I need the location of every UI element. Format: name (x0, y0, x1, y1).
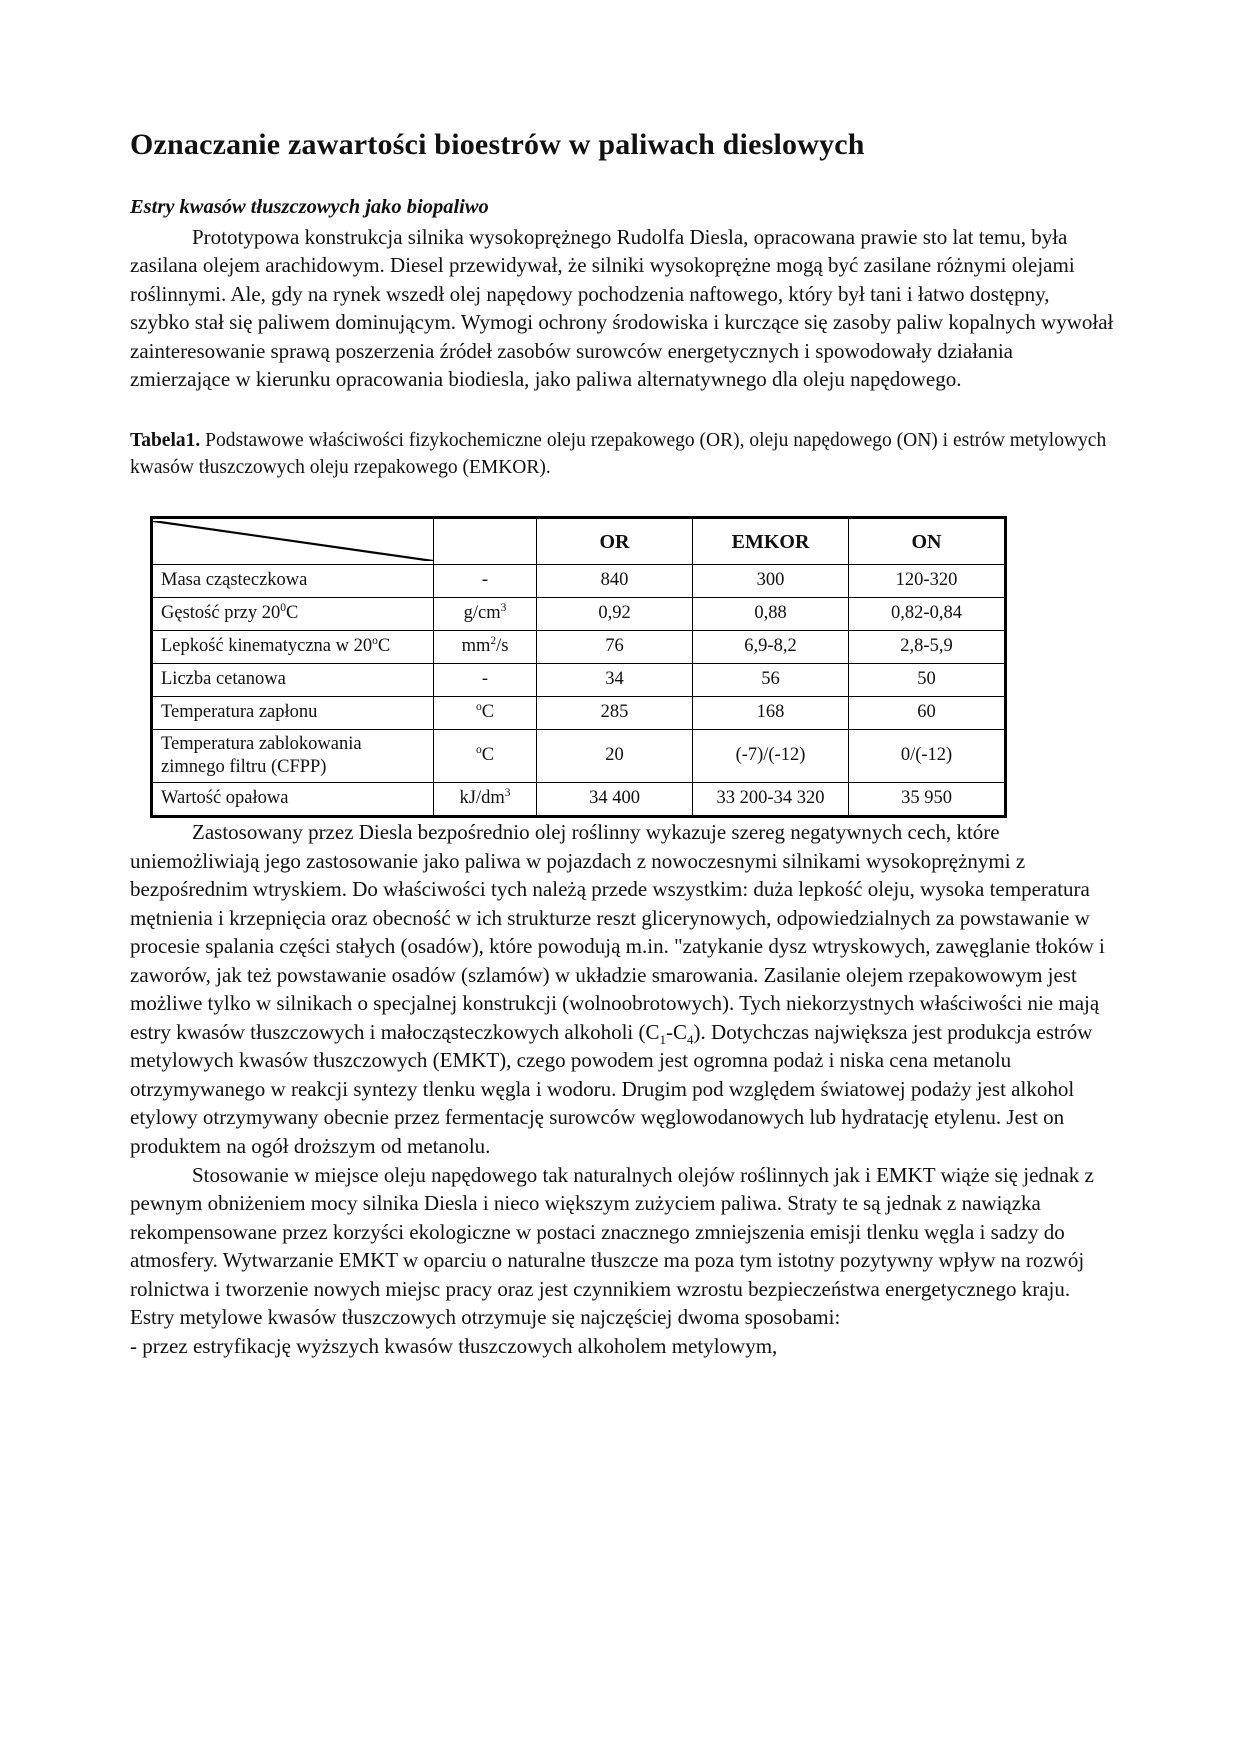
row-unit-text: g/cm (463, 603, 501, 624)
row-value-emkor: 6,9-8,2 (693, 630, 849, 663)
row-value-on: 2,8-5,9 (849, 630, 1006, 663)
row-label-superscript: o (372, 635, 378, 648)
header-or: OR (537, 517, 693, 564)
page-title: Oznaczanie zawartości bioestrów w paliwach dieslowych (130, 128, 865, 161)
table-header (152, 517, 1006, 564)
row-label: Temperatura zapłonu (152, 696, 434, 729)
paragraph-methods-intro: Estry metylowe kwasów tłuszczowych otrzymuje się najczęściej dwoma sposobami: (130, 1305, 841, 1330)
row-value-on: 60 (849, 696, 1006, 729)
table-header-row (152, 517, 1006, 564)
row-label: Masa cząsteczkowa (152, 564, 434, 597)
row-label-text: Gęstość przy 20 (161, 603, 281, 624)
paragraph-method-1: - przez estryfikację wyższych kwasów tłuszczowych alkoholem metylowym, (130, 1333, 778, 1358)
row-unit-tail: C (481, 745, 495, 766)
row-value-on: 0/(-12) (849, 729, 1006, 782)
row-unit (434, 696, 537, 729)
row-label-text: Lepkość kinematyczna w 20 (161, 636, 373, 657)
paragraph-usage: Stosowanie w miejsce oleju napędowego tak naturalnych olejów roślinnych jak i EMKT wiąże się jednak z pewnym obniżeniem mocy silnika Diesla i nieco większym zużyciem paliwa. Straty te są jednak z nawiązka rekompensowane przez korzyści ekologiczne w postaci znacznego zmniejszenia emisji tlenku węgla i sadzy do atmosfery. Wytwarzanie EMKT w oparciu o naturalne tłuszcze ma poza tym istotny pozytywny wpływ na rozwój rolnictwa i tworzenie nowych miejsc pracy oraz jest czynnikiem wzrostu bezpieczeństwa energetycznego kraju. (130, 1162, 1094, 1301)
header-emkor: EMKOR (693, 517, 849, 564)
subscript-c4: 4 (687, 1031, 694, 1047)
row-label: Temperatura zablokowania zimnego filtru (CFPP) (152, 729, 434, 782)
properties-table (150, 516, 1007, 818)
row-value-or: 285 (537, 696, 693, 729)
row-unit (434, 597, 537, 630)
row-value-or: 76 (537, 630, 693, 663)
properties-table-wrap (150, 516, 962, 818)
header-on: ON (849, 517, 1006, 564)
row-value-on: 0,82-0,84 (849, 597, 1006, 630)
table-body (152, 564, 1006, 816)
row-unit: - (434, 663, 537, 696)
paragraph-properties-mid: -C (666, 1019, 688, 1044)
row-unit (434, 782, 537, 816)
paragraph-properties (130, 818, 1114, 1161)
table-caption-label: Tabela1. (130, 429, 201, 451)
row-value-or: 34 (537, 663, 693, 696)
row-unit-superscript: 3 (504, 787, 511, 800)
row-unit-text: kJ/dm (459, 788, 505, 809)
paragraph-properties-part2: ). Dotychczas największa jest produkcja estrów metylowych kwasów tłuszczowych (EMKT), czego powodem jest ogromna podaż i niska cena metanolu otrzymywanego w reakcji syntezy tlenku węgla i wodoru. Drugim pod względem światowej podaży jest alkohol etylowy otrzymywany obecnie przez fermentację surowców węglowodanowych lub hydratację etylenu. Jest on produktem na ogół droższym od metanolu. (130, 1019, 1093, 1158)
table-caption-text: Podstawowe właściwości fizykochemiczne oleju rzepakowego (OR), oleju napędowego (ON) i estrów metylowych kwasów tłuszczowych oleju rzepakowego (EMKOR). (130, 429, 1107, 478)
table-row (152, 630, 1006, 663)
row-label (152, 630, 434, 663)
table-row (152, 729, 1006, 782)
row-value-emkor: 300 (693, 564, 849, 597)
row-value-on: 120-320 (849, 564, 1006, 597)
diagonal-divider-icon (153, 521, 433, 561)
row-value-or: 20 (537, 729, 693, 782)
row-unit-superscript: o (475, 701, 482, 714)
row-unit-superscript: 2 (490, 635, 497, 648)
header-unit (434, 517, 537, 564)
row-label (152, 597, 434, 630)
table-row (152, 597, 1006, 630)
row-value-emkor: 56 (693, 663, 849, 696)
row-value-emkor: (-7)/(-12) (693, 729, 849, 782)
row-unit-tail: C (481, 702, 495, 723)
row-unit-text: mm (461, 636, 491, 657)
row-unit-tail: /s (496, 636, 509, 657)
row-label-tail: C (285, 603, 299, 624)
row-label-tail: C (377, 636, 391, 657)
table-row (152, 564, 1006, 597)
row-value-emkor: 168 (693, 696, 849, 729)
section-heading: Estry kwasów tłuszczowych jako biopaliwo (130, 196, 489, 218)
row-label: Wartość opałowa (152, 782, 434, 816)
row-label: Liczba cetanowa (152, 663, 434, 696)
row-unit: - (434, 564, 537, 597)
table-row (152, 663, 1006, 696)
row-value-emkor: 0,88 (693, 597, 849, 630)
paragraph-intro: Prototypowa konstrukcja silnika wysokoprężnego Rudolfa Diesla, opracowana prawie sto lat temu, była zasilana olejem arachidowym. Diesel przewidywał, że silniki wysokoprężne mogą być zasilane różnymi olejami roślinnymi. Ale, gdy na rynek wszedł olej napędowy pochodzenia naftowego, który był tani i łatwo dostępny, szybko stał się paliwem dominującym. Wymogi ochrony środowiska i kurczące się zasoby paliw kopalnych wywołał zainteresowanie sprawą poszerzenia źródeł zasobów surowców energetycznych i spowodowały działania zmierzające w kierunku opracowania biodiesla, jako paliwa alternatywnego dla oleju napędowego. (130, 224, 1114, 392)
row-label-superscript: 0 (280, 602, 286, 615)
paragraph-properties-part1: Zastosowany przez Diesla bezpośrednio olej roślinny wykazuje szereg negatywnych cech, które uniemożliwiają jego zastosowanie jako paliwa w pojazdach z nowoczesnymi silnikami wysokoprężnymi z bezpośrednim wtryskiem. Do właściwości tych należą przede wszystkim: duża lepkość oleju, wysoka temperatura mętnienia i krzepnięcia oraz obecność w ich strukturze reszt glicerynowych, odpowiedzialnych za powstawanie w procesie spalania części stałych (osadów), które powodują m.in. "zatykanie dysz wtryskowych, zawęglanie tłoków i zaworów, jak też powstawanie osadów (szlamów) w układzie smarowania. Zasilanie olejem rzepakowowym jest możliwe tylko w silnikach o specjalnej konstrukcji (wolnoobrotowych). Tych niekorzystnych właściwości nie mają estry kwasów tłuszczowych i małocząsteczkowych alkoholi (C (130, 819, 1105, 1044)
subscript-c1: 1 (659, 1031, 667, 1047)
row-value-on: 35 950 (849, 782, 1006, 816)
row-unit-superscript: 3 (500, 602, 507, 615)
row-value-or: 0,92 (537, 597, 693, 630)
row-unit-superscript: o (475, 744, 482, 757)
table-caption (130, 428, 1114, 482)
row-value-or: 34 400 (537, 782, 693, 816)
row-unit (434, 729, 537, 782)
row-value-on: 50 (849, 663, 1006, 696)
table-row (152, 696, 1006, 729)
row-value-emkor: 33 200-34 320 (693, 782, 849, 816)
row-value-or: 840 (537, 564, 693, 597)
row-unit (434, 630, 537, 663)
table-row (152, 782, 1006, 816)
corner-diagonal-cell (152, 517, 434, 564)
